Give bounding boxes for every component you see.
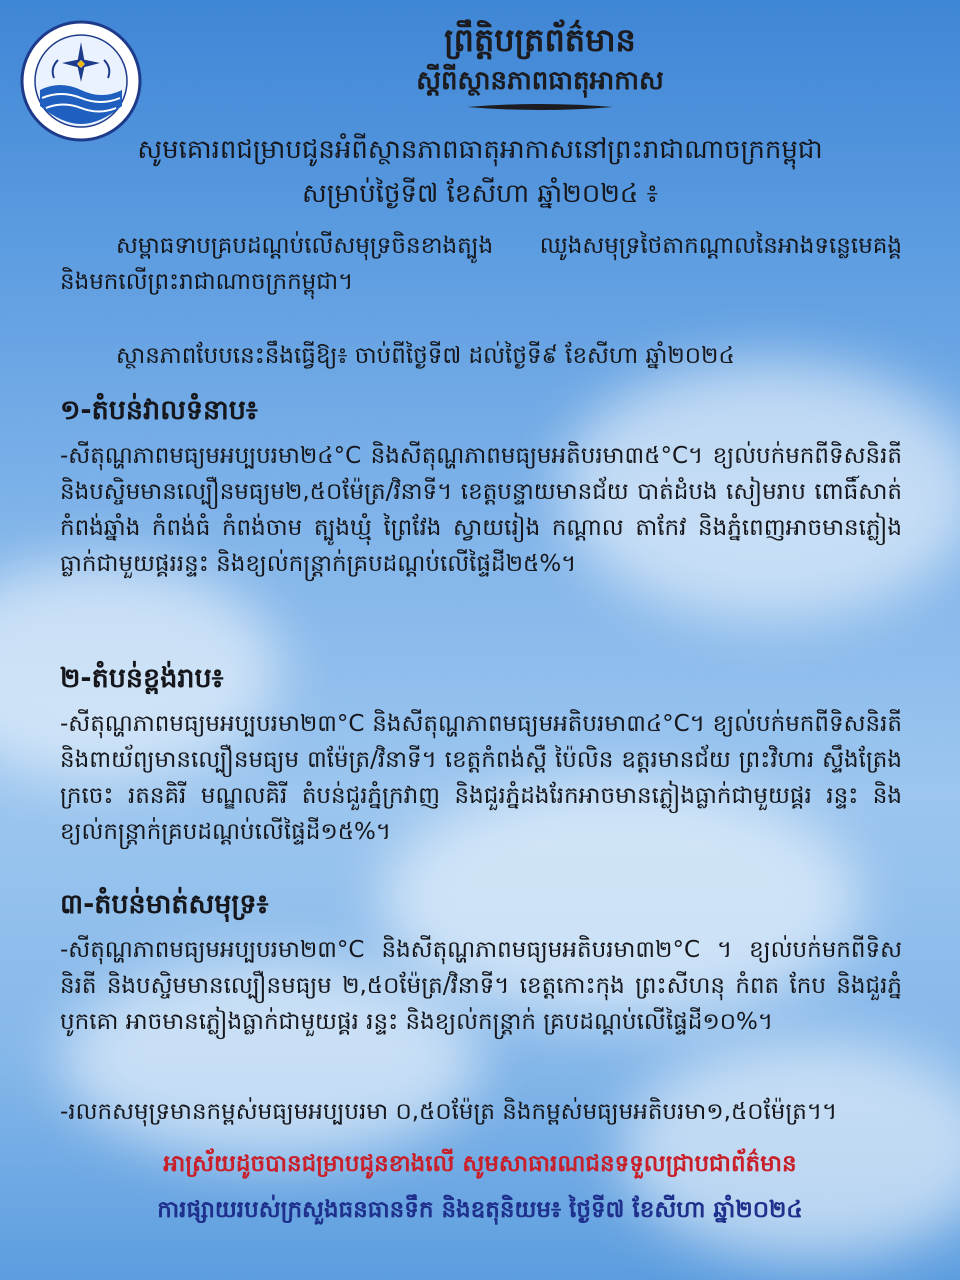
footer-notice: អាស្រ័យដូចបានជម្រាបជូនខាងលើ សូមសាធារណជនទទួលជ្រាបជាព័ត៌មាន	[163, 1151, 797, 1177]
bulletin-title: ព្រឹត្តិបត្រព័ត៌មាន	[444, 21, 636, 59]
section-body-coastal: -សីតុណ្ហភាពមធ្យមអប្បបរមា២៣°C និងសីតុណ្ហភាពមធ្យមអតិបរមា៣២°C ។ ខ្យល់បក់មកពីទិសនិរតី និងបស្ចិមមានល្បឿនមធ្យម ២,៥០ម៉ែត្រ/វិនាទី។ ខេត្តកោះកុង ព្រះសីហនុ កំពត កែប និងជួរភ្នំបូកគោ អាចមានភ្លៀងធ្លាក់ជាមួយផ្គរ រន្ទះ និងខ្យល់កន្ត្រាក់ គ្របដណ្ដប់លើផ្ទៃដី១០%។	[60, 937, 902, 1035]
section-heading-plateau: ២-តំបន់ខ្ពង់រាប៖	[60, 663, 224, 694]
sea-wave-note: -រលកសមុទ្រមានកម្ពស់មធ្យមអប្បបរមា ០,៥០ម៉ែត្រ និងកម្ពស់មធ្យមអតិបរមា១,៥០ម៉ែត្រ។។	[60, 1099, 838, 1125]
ministry-seal-icon	[20, 20, 142, 142]
divider-flourish	[465, 102, 615, 112]
duration-note: ស្ថានភាពបែបនេះនឹងធ្វើឱ្យ៖ ចាប់ពីថ្ងៃទី៧ ដល់ថ្ងៃទី៩ ខែសីហា ឆ្នាំ២០២៤	[116, 343, 735, 369]
footer-publisher: ការផ្សាយរបស់ក្រសួងធនធានទឹក និងឧតុនិយម៖ ថ្ងៃទី៧ ខែសីហា ឆ្នាំ២០២៤	[157, 1197, 803, 1223]
section-body-lowlands: -សីតុណ្ហភាពមធ្យមអប្បបរមា២៤°C និងសីតុណ្ហភាពមធ្យមអតិបរមា៣៥°C។ ខ្យល់បក់មកពីទិសនិរតី និងបស្ចិមមានល្បឿនមធ្យម២,៥០ម៉ែត្រ/វិនាទី។ ខេត្តបន្ទាយមានជ័យ បាត់ដំបង សៀមរាប ពោធិ៍សាត់ កំពង់ឆ្នាំង កំពង់ធំ កំពង់ចាម ត្បូងឃ្មុំ ព្រៃវែង ស្វាយរៀង កណ្ដាល តាកែវ និងភ្នំពេញអាចមានភ្លៀងធ្លាក់ជាមួយផ្គររន្ទះ និងខ្យល់កន្ត្រាក់គ្របដណ្ដប់លើផ្ទៃដី២៥%។	[60, 443, 902, 577]
intro	[60, 128, 900, 216]
bulletin-subtitle: ស្ដីពីស្ថានភាពធាតុអាកាស	[416, 66, 664, 96]
intro-date-line: សម្រាប់ថ្ងៃទី៧ ខែសីហា ឆ្នាំ២០២៤ ៖	[301, 179, 658, 209]
header	[150, 18, 930, 112]
intro-line: សូមគោរពជម្រាបជូនអំពីស្ថានភាពធាតុអាកាសនៅព្រះរាជាណាចក្រកម្ពុជា	[137, 135, 823, 165]
section-body-plateau: -សីតុណ្ហភាពមធ្យមអប្បបរមា២៣°C និងសីតុណ្ហភាពមធ្យមអតិបរមា៣៤°C។ ខ្យល់បក់មកពីទិសនិរតី និងពាយ័ព្យមានល្បឿនមធ្យម ៣ម៉ែត្រ/វិនាទី។ ខេត្តកំពង់ស្ពឺ ប៉ៃលិន ឧត្តរមានជ័យ ព្រះវិហារ ស្ទឹងត្រែង ក្រចេះ រតនគិរី មណ្ឌលគិរី តំបន់ជួរភ្នំក្រវាញ និងជួរភ្នំដងរែកអាចមានភ្លៀងធ្លាក់ជាមួយផ្គរ រន្ទះ និងខ្យល់កន្ត្រាក់គ្របដណ្ដប់លើផ្ទៃដី១៥%។	[60, 711, 902, 845]
section-heading-coastal: ៣-តំបន់មាត់សមុទ្រ៖	[60, 889, 269, 920]
weather-summary: សម្ពាធទាបគ្របដណ្ដប់លើសមុទ្រចិនខាងត្បូង ឈូងសមុទ្រថៃតាកណ្ដាលនៃអាងទន្លេមេគង្គ និងមកលើព្រះរាជាណាចក្រកម្ពុជា។	[60, 233, 902, 295]
section-heading-lowlands: ១-តំបន់វាលទំនាប៖	[60, 395, 258, 426]
